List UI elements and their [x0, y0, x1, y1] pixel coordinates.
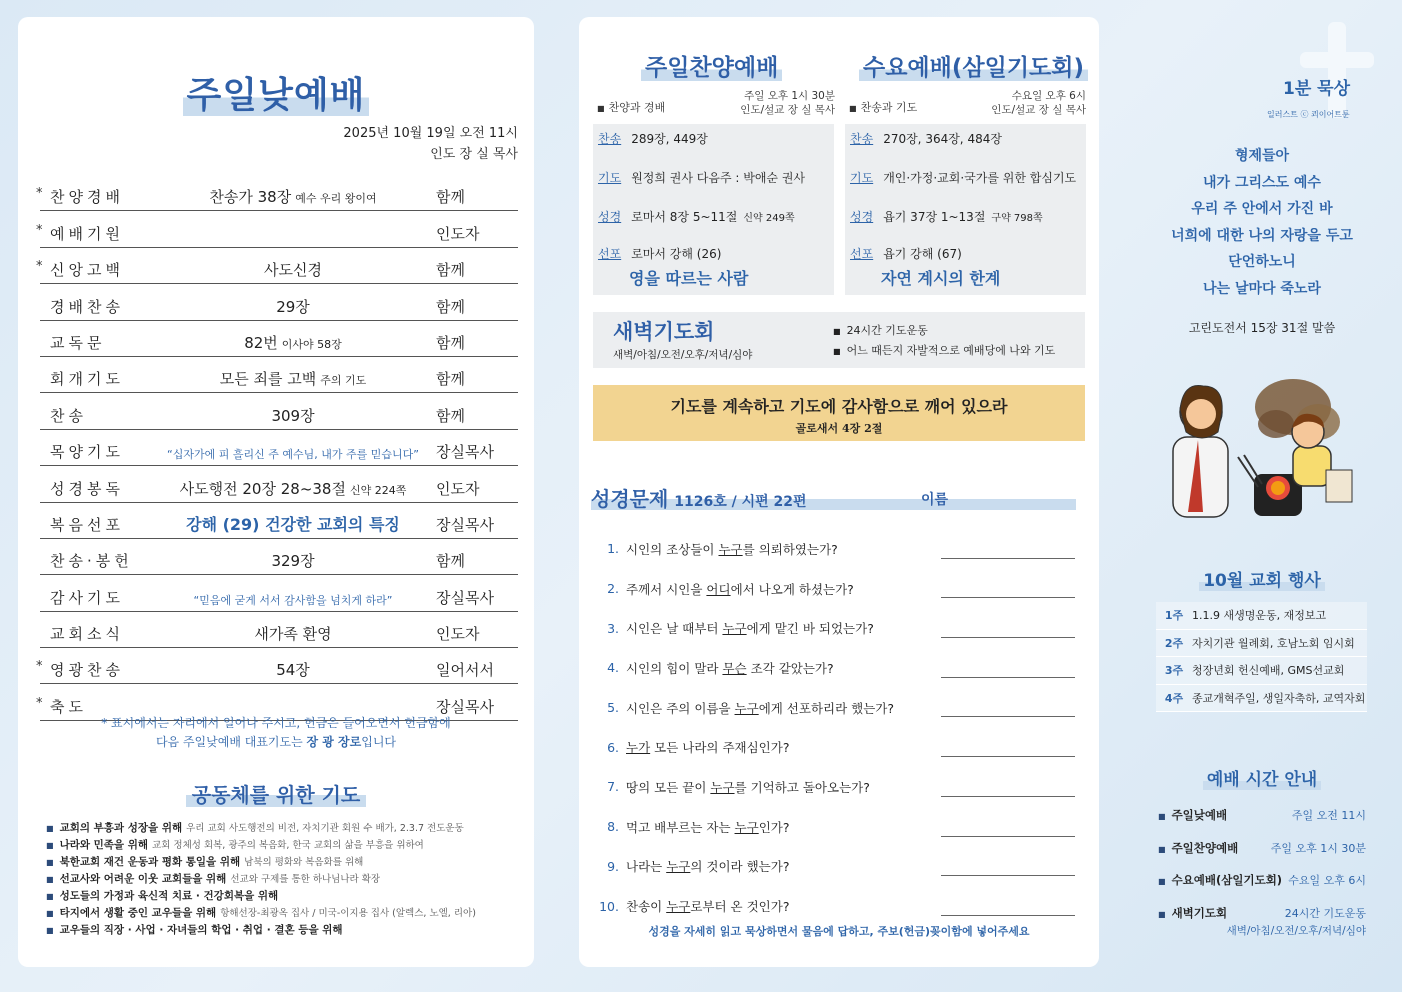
order-of-worship [36, 175, 518, 721]
quiz-text [626, 659, 834, 677]
standing-mark: * [36, 186, 43, 202]
worship-order-row [40, 430, 518, 466]
meditation-line: 단언하노니 [1228, 254, 1296, 270]
service-row-label: 성경 [598, 210, 622, 224]
worship-order-name: 영광찬송 [50, 661, 124, 680]
worship-order-name: 찬송·봉헌 [50, 552, 133, 571]
service-row-text: 개인·가정·교회·국가를 위한 합심기도 [883, 171, 1077, 185]
quiz-answer-line[interactable] [941, 637, 1075, 638]
meditation-line: 형제들아 [1234, 148, 1290, 164]
service-row-text: 270장, 364장, 484장 [883, 132, 1002, 146]
quiz-text-pre: 땅의 모든 끝이 [626, 779, 711, 795]
event-text: 종교개혁주일, 생일자축하, 교역자회 [1192, 691, 1366, 705]
event-row [1156, 602, 1367, 630]
quiz-number: 9. [607, 858, 619, 874]
quiz-answer-line[interactable] [941, 716, 1075, 717]
meditation-line: 나는 날마다 죽노라 [1203, 280, 1321, 297]
worship-order-row [36, 211, 518, 247]
worship-order-content [150, 332, 436, 353]
worship-order-row [40, 466, 518, 502]
event-text: 청장년회 헌신예배, GMS선교회 [1192, 664, 1345, 678]
service-row-text: 289장, 449장 [631, 132, 708, 146]
worship-order-who: 함께 [436, 552, 465, 571]
prayer-item [46, 888, 476, 905]
service-row [845, 130, 1002, 147]
quiz-keyword: 누구 [710, 779, 735, 795]
service-time-name: ■ 주일낮예배 [1158, 807, 1227, 823]
worship-order-row [40, 539, 518, 575]
service-date: 2025년 10월 19일 오전 11시 [343, 126, 518, 141]
quiz-number: 5. [607, 700, 619, 716]
quiz-text [626, 778, 870, 796]
meditation-ref: 고린도전서 15장 31절 말씀 [1188, 321, 1336, 335]
prayer-item-head: 나라와 민족을 위해 [59, 839, 149, 851]
service-row [593, 245, 748, 289]
quiz-text-pre: 나라는 [626, 859, 667, 875]
wednesday-service-title: 수요예배(삼일기도회) [859, 49, 1088, 82]
worship-order-row [40, 393, 518, 429]
worship-order-main: 82번 [244, 333, 278, 352]
worship-order-row [36, 648, 518, 684]
prayer-item-head: 타지에서 생활 중인 교우들을 위해 [59, 907, 217, 919]
worship-order-who: 함께 [436, 333, 465, 352]
quiz-text-post: 를 의뢰하였는가? [742, 541, 838, 557]
quiz-answer-line[interactable] [941, 915, 1075, 916]
worship-order-name: 성경봉독 [50, 479, 124, 498]
quiz-text-post: 에게 맡긴 바 되었는가? [746, 621, 874, 637]
quiz-text-post: 를 기억하고 돌아오는가? [734, 779, 870, 795]
illustration-credit: 일러스트 ⓒ 쾨이어트툰 [1267, 110, 1350, 119]
quiz-text-pre: 시인은 주의 이름을 [626, 700, 735, 716]
notice-line-2: 다음 주일낮예배 대표기도는 장 광 장로입니다 [155, 735, 397, 749]
worship-order-content [150, 259, 436, 280]
service-times-title: 예배 시간 안내 [1156, 765, 1368, 790]
worship-order-main: “십자가에 피 흘리신 주 예수님, 내가 주를 믿습니다” [167, 448, 419, 462]
worship-order-who: 장실목사 [436, 697, 494, 716]
worship-order-main: 329장 [271, 552, 315, 571]
worship-order-name: 교회소식 [50, 625, 124, 644]
dawn-prayer-points [833, 321, 1055, 361]
service-row-text: 욥기 37장 1~13절 [883, 210, 986, 224]
quiz-text [626, 818, 789, 836]
service-row-text: 원정희 권사 다음주 : 박애순 권사 [631, 171, 805, 185]
prayer-item [46, 854, 476, 871]
october-events-title: 10월 교회 행사 [1156, 566, 1368, 591]
bible-quiz-header [591, 483, 1076, 513]
worship-order-row [40, 575, 518, 611]
worship-order-who: 인도자 [436, 625, 480, 644]
worship-order-main: 309장 [271, 406, 315, 425]
praise-service-title: 주일찬양예배 [641, 49, 782, 82]
service-row-label: 찬송 [598, 132, 622, 146]
service-row [593, 130, 708, 147]
quiz-text-pre: 시인의 조상들이 [626, 541, 719, 557]
quiz-question [597, 648, 1075, 688]
quiz-text [626, 738, 789, 756]
prayer-item-head: 북한교회 재건 운동과 평화 통일을 위해 [59, 856, 241, 868]
worship-order-main: 강해 (29) 건강한 교회의 특징 [186, 514, 400, 534]
service-time-name: ■ 수요예배(삼일기도회) [1158, 872, 1282, 888]
worship-order-content [150, 592, 436, 608]
worship-notice [18, 714, 534, 752]
service-row-label: 기도 [598, 171, 622, 185]
quiz-answer-line[interactable] [941, 677, 1075, 678]
service-row-note: 신약 249쪽 [743, 213, 795, 224]
worship-order-who: 함께 [436, 370, 465, 389]
quiz-text-post: 에게 선포하리라 했는가? [758, 700, 895, 716]
bible-quiz-questions [597, 529, 1075, 926]
quiz-question [597, 569, 1075, 609]
worship-order-who: 장실목사 [436, 588, 494, 607]
quiz-keyword: 누구 [718, 541, 743, 557]
worship-order-main: 사도행전 20장 28~38절 [179, 479, 346, 498]
worship-order-who: 일어서서 [436, 661, 494, 680]
quiz-text [626, 580, 854, 598]
prayer-item [46, 820, 476, 837]
bible-quiz-name-label: 이름 [921, 492, 949, 508]
worship-order-who: 장실목사 [436, 515, 494, 534]
worship-order-name: 목양기도 [50, 443, 124, 462]
quiz-keyword: 무슨 [722, 660, 747, 676]
worship-order-name: 경배찬송 [50, 297, 124, 316]
worship-order-who: 인도자 [436, 479, 480, 498]
worship-order-who: 장실목사 [436, 443, 494, 462]
quiz-keyword: 누구 [734, 700, 759, 716]
worship-order-row [36, 248, 518, 284]
quiz-keyword: 누구 [722, 621, 747, 637]
meditation-line: 너희에 대한 나의 자랑을 두고 [1171, 227, 1353, 244]
meditation-line: 내가 그리스도 예수 [1203, 174, 1321, 191]
quiz-answer-line[interactable] [941, 756, 1075, 757]
worship-order-content [150, 478, 436, 499]
quiz-number: 1. [607, 541, 619, 557]
worship-order-name: 감사기도 [50, 588, 124, 607]
event-text: 자치기관 월례회, 호남노회 임시회 [1192, 636, 1355, 650]
worship-order-name: 신앙고백 [50, 261, 124, 280]
quiz-text-post: 에서 나오게 하셨는가? [730, 581, 854, 597]
verse-banner [593, 385, 1085, 441]
dawn-prayer-point: ■ 어느 때든지 자발적으로 예배당에 나와 기도 [833, 341, 1055, 361]
worship-order-main: 찬송가 38장 [209, 188, 292, 207]
service-time-row [1156, 868, 1368, 901]
worship-order-main: 29장 [276, 297, 310, 316]
service-row [845, 208, 1043, 225]
worship-order-content [150, 296, 436, 317]
quiz-number: 4. [607, 660, 619, 676]
quiz-question [597, 886, 1075, 926]
worship-order-name: 찬송 [50, 406, 87, 425]
quiz-text-pre: 시인의 힘이 말라 [626, 660, 723, 676]
quiz-number: 3. [607, 620, 619, 636]
service-time-name: ■ 새벽기도회 [1158, 905, 1227, 921]
prayer-item [46, 871, 476, 888]
event-row [1156, 630, 1367, 658]
standing-mark: * [36, 659, 43, 675]
prayer-item-detail: 선교와 구제를 통한 하나님나라 확장 [230, 874, 381, 885]
dawn-prayer-title: 새벽기도회 [613, 320, 715, 344]
prayer-item [46, 837, 476, 854]
prayer-item-head: 교회의 부흥과 성장을 위해 [59, 822, 183, 834]
quiz-keyword: 누가 [626, 740, 651, 756]
quiz-answer-line[interactable] [941, 875, 1075, 876]
worship-order-name: 찬양경배 [50, 188, 124, 207]
quiz-number: 2. [607, 581, 619, 597]
verse-banner-text: 기도를 계속하고 기도에 감사함으로 깨어 있으라 [670, 397, 1008, 416]
dawn-prayer-point: ■ 24시간 기도운동 [833, 321, 1055, 341]
quiz-question [597, 807, 1075, 847]
quiz-text-post: 조각 같았는가? [746, 660, 834, 676]
worship-order-row [36, 175, 518, 211]
worship-order-row [40, 284, 518, 320]
worship-order-content [150, 512, 436, 535]
quiz-text-pre: 찬송이 [626, 899, 667, 915]
quiz-text [626, 699, 894, 717]
worship-order-name: 교독문 [50, 333, 106, 352]
quiz-answer-line[interactable] [941, 597, 1075, 598]
worship-order-row [40, 503, 518, 539]
bible-quiz-issue: 1126호 / 시편 22편 [674, 494, 807, 510]
quiz-keyword: 누구 [666, 859, 691, 875]
service-time-value: 주일 오후 1시 30분 [1270, 841, 1366, 855]
quiz-text-post: 모든 나라의 주재심인가? [650, 740, 790, 756]
worship-order-name: 예배기원 [50, 224, 124, 243]
sermon-title: 자연 계시의 한계 [881, 269, 1001, 288]
quiz-text-post: 로부터 온 것인가? [690, 899, 790, 915]
service-row-text: 로마서 8장 5~11절 [631, 210, 738, 224]
quiz-question [597, 688, 1075, 728]
worship-order-who: 함께 [436, 261, 465, 280]
praise-service-leader: 인도/설교 장 실 목사 [740, 104, 835, 116]
service-leader: 인도 장 실 목사 [430, 147, 518, 162]
quiz-question [597, 727, 1075, 767]
worship-order-content [150, 623, 436, 644]
sermon-title: 영을 따르는 사람 [629, 269, 749, 288]
verse-banner-ref: 골로새서 4장 2절 [795, 422, 883, 435]
prayer-item-head: 선교사와 어려운 이웃 교회들을 위해 [59, 873, 227, 885]
meditation-line: 우리 주 안에서 가진 바 [1191, 201, 1333, 217]
quiz-number: 6. [607, 739, 619, 755]
sunday-service-panel [18, 17, 534, 967]
service-times-list [1156, 803, 1368, 937]
prayer-item-detail: 교회 정체성 회복, 광주의 복음화, 한국 교회의 삶을 부흥을 위하여 [152, 840, 424, 851]
service-time-value: 24시간 기도운동 [1284, 906, 1366, 920]
october-events-list [1156, 602, 1367, 712]
service-time-extra: 새벽/아침/오전/오후/저녁/심야 [1226, 924, 1366, 937]
praise-service-box [593, 124, 834, 295]
quiz-text-pre: 먹고 배부르는 자는 [626, 819, 735, 835]
worship-order-content [150, 446, 436, 462]
meditation-title: 1분 묵상 [1283, 79, 1351, 99]
worship-order-who: 함께 [436, 188, 465, 207]
prayer-item [46, 905, 476, 922]
quiz-text-pre: 주께서 시인을 [626, 581, 707, 597]
prayer-item-detail: 우리 교회 사도행전의 비전, 자치기관 회원 수 배가, 2.3.7 전도운동 [186, 823, 464, 834]
quiz-question [597, 608, 1075, 648]
event-week: 1주 [1164, 609, 1184, 623]
service-row [593, 169, 805, 186]
service-row-label: 선포 [598, 247, 622, 261]
quiz-number: 7. [607, 779, 619, 795]
service-time-value: 주일 오전 11시 [1291, 809, 1366, 822]
worship-order-main: 모든 죄를 고백 [219, 370, 317, 389]
community-prayer-title: 공동체를 위한 기도 [18, 779, 534, 808]
notice-line-1: * 표시에서는 자리에서 일어나 주시고, 헌금은 들어오면서 헌금함에 [101, 716, 451, 730]
service-time-name: ■ 주일찬양예배 [1158, 840, 1238, 856]
wednesday-service-head: ■ 찬송과 기도 수요일 오후 6시 인도/설교 장 실 목사 [849, 90, 1086, 116]
dawn-prayer-box [593, 312, 1085, 368]
worship-order-name: 복음선포 [50, 515, 124, 534]
worship-order-main: 54장 [276, 661, 310, 680]
service-time-row [1156, 901, 1368, 937]
worship-order-row [40, 357, 518, 393]
quiz-answer-line[interactable] [941, 796, 1075, 797]
quiz-keyword: 어디 [706, 581, 731, 597]
sunday-service-title: 주일낮예배 [18, 67, 534, 118]
worship-order-who: 함께 [436, 297, 465, 316]
quiz-text-post: 의 것이라 했는가? [690, 859, 790, 875]
meditation-verse [1148, 143, 1376, 302]
quiz-text [626, 857, 789, 875]
quiz-text-post: 인가? [758, 819, 790, 835]
worship-order-main: “믿음에 굳게 서서 감사함을 넘치게 하라” [193, 593, 393, 607]
quiz-text [626, 619, 874, 637]
worship-order-content [150, 368, 436, 389]
community-prayer-list [46, 820, 476, 939]
worship-order-sub: 예수 우리 왕이여 [295, 192, 377, 206]
event-week: 4주 [1164, 691, 1184, 705]
wednesday-service-time: 수요일 오후 6시 [1011, 90, 1086, 102]
event-row [1156, 685, 1367, 713]
standing-mark: * [36, 695, 43, 711]
quiz-answer-line[interactable] [941, 836, 1075, 837]
service-date-block [343, 123, 518, 165]
quiz-question [597, 847, 1075, 887]
worship-order-content [150, 405, 436, 426]
service-row-label: 성경 [850, 210, 874, 224]
standing-mark: * [36, 222, 43, 238]
service-row-label: 선포 [850, 247, 874, 261]
prayer-item-head: 교우들의 직장 · 사업 · 자녀들의 학업 · 취업 · 결혼 등을 위해 [59, 924, 343, 936]
quiz-answer-line[interactable] [941, 558, 1075, 559]
worship-order-sub: 주의 기도 [320, 374, 367, 388]
service-time-row [1156, 836, 1368, 869]
next-prayer-name: 장 광 장로 [306, 735, 362, 749]
jesus-and-child-illustration [1158, 362, 1358, 522]
worship-order-content [150, 550, 436, 571]
quiz-keyword: 누구 [666, 899, 691, 915]
praise-service-time: 주일 오후 1시 30분 [744, 90, 835, 102]
worship-order-main: 새가족 환영 [254, 625, 332, 644]
quiz-text [626, 897, 789, 915]
bible-quiz-footer: 성경을 자세히 읽고 묵상하면서 물음에 답하고, 주보(헌금)꽂이함에 넣어주세요 [648, 925, 1030, 938]
standing-mark: * [36, 259, 43, 275]
event-week: 2주 [1164, 636, 1184, 650]
service-time-row [1156, 803, 1368, 836]
prayer-item [46, 922, 476, 939]
event-row [1156, 657, 1367, 685]
services-panel [579, 17, 1099, 967]
service-row [845, 169, 1076, 186]
wednesday-service-box [845, 124, 1086, 295]
quiz-keyword: 누구 [734, 819, 759, 835]
quiz-number: 8. [607, 819, 619, 835]
worship-order-who: 함께 [436, 406, 465, 425]
worship-order-name: 회개기도 [50, 370, 124, 389]
wednesday-service-leader: 인도/설교 장 실 목사 [991, 104, 1086, 116]
worship-order-row [40, 612, 518, 648]
worship-order-content [150, 186, 436, 207]
worship-order-main: 사도신경 [264, 261, 322, 280]
event-text: 1.1.9 새생명운동, 재정보고 [1192, 609, 1327, 623]
worship-order-content [150, 659, 436, 680]
quiz-question [597, 529, 1075, 569]
worship-order-sub: 이사야 58장 [281, 337, 342, 351]
prayer-item-head: 성도들의 가정과 육신적 치료 · 건강회복을 위해 [59, 890, 279, 902]
cross-icon [1328, 22, 1346, 118]
event-week: 3주 [1164, 664, 1184, 678]
service-row-text: 욥기 강해 (67) [883, 247, 962, 261]
service-time-value: 수요일 오후 6시 [1288, 874, 1366, 887]
service-row-text: 로마서 강해 (26) [631, 247, 722, 261]
worship-order-sub: 신약 224쪽 [349, 483, 407, 497]
worship-order-who: 인도자 [436, 224, 480, 243]
quiz-question [597, 767, 1075, 807]
service-row-label: 찬송 [850, 132, 874, 146]
quiz-text [626, 540, 838, 558]
service-row-note: 구약 798쪽 [991, 213, 1043, 224]
prayer-item-detail: 남북의 평화와 복음화를 위해 [244, 857, 364, 868]
quiz-number: 10. [599, 898, 619, 914]
praise-service-head: ■ 찬양과 경배 주일 오후 1시 30분 인도/설교 장 실 목사 [597, 90, 835, 116]
service-row [845, 245, 1000, 289]
service-row [593, 208, 795, 225]
worship-order-name: 축도 [50, 697, 87, 716]
bible-quiz-title: 성경문제 [591, 487, 669, 511]
worship-order-row [40, 321, 518, 357]
service-row-label: 기도 [850, 171, 874, 185]
prayer-item-detail: 항해선장-최광옥 집사 / 미국-이지용 집사 (알렉스, 노엘, 리아) [220, 908, 476, 919]
cross-icon-bar [1300, 52, 1374, 68]
dawn-prayer-times: 새벽/아침/오전/오후/저녁/심야 [613, 349, 753, 361]
quiz-text-pre: 시인은 날 때부터 [626, 621, 723, 637]
